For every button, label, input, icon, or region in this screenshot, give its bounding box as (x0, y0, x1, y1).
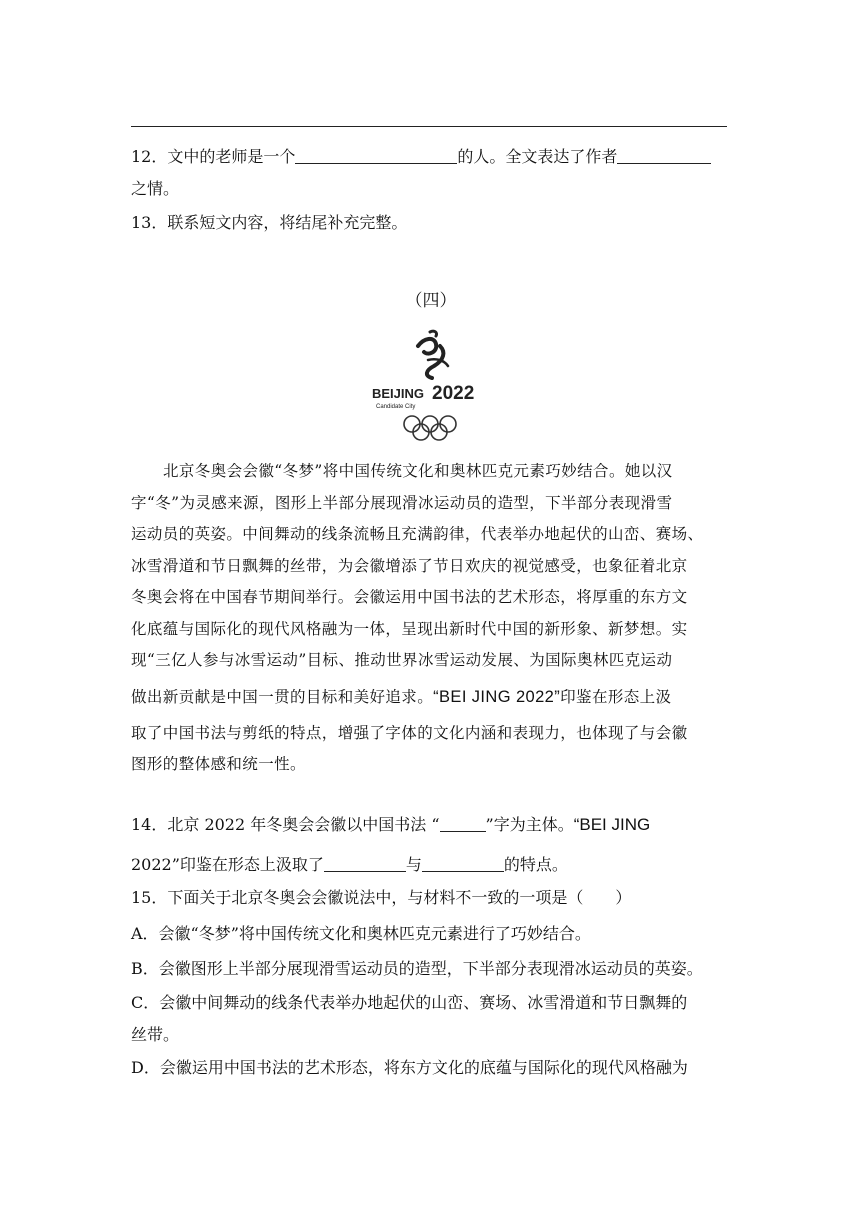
passage-line: 北京冬奥会会徽“冬梦”将中国传统文化和奥林匹克元素巧妙结合。她以汉 (163, 462, 673, 480)
q14-quote: “ (431, 815, 440, 834)
q12-middle: 的人。全文表达了作者 (457, 147, 618, 166)
question-14-line2 (131, 854, 568, 876)
passage (131, 456, 731, 781)
passage-line: 图形的整体感和统一性。 (131, 755, 306, 773)
option-b[interactable]: B．会徽图形上半部分展现滑雪运动员的造型，下半部分表现滑冰运动员的英姿。 (131, 959, 703, 978)
beijing-2022-logo (372, 326, 484, 442)
q14-prefix: 14．北京 2022 年冬奥会会徽以中国书法 (131, 815, 432, 834)
question-12-end: 之情。 (131, 179, 180, 198)
q14-text: 的特点。 (503, 855, 568, 874)
logo-word-2022: 2022 (432, 383, 475, 404)
olympic-rings-icon (404, 416, 456, 440)
question-12 (131, 146, 711, 168)
q14-quote-end: ”字为主体。 (485, 815, 574, 834)
passage-line: 冰雪滑道和节日飘舞的丝带，为会徽增添了节日欢庆的视觉感受，也象征着北京 (131, 556, 688, 575)
passage-line: 化底蕴与国际化的现代风格融为一体，呈现出新时代中国的新形象、新梦想。实 (131, 619, 688, 638)
answer-line (131, 126, 727, 127)
passage-line: 取了中国书法与剪纸的特点，增强了字体的文化内涵和表现力，也体现了与会徽 (131, 723, 688, 742)
question-15: 15．下面关于北京冬奥会会徽说法中，与材料不一致的一项是（ ） (131, 888, 632, 907)
passage-line: 字“冬”为灵感来源，图形上半部分展现滑冰运动员的造型，下半部分表现滑雪 (131, 493, 673, 512)
passage-brand: “BEI JING 2022” (433, 687, 561, 706)
passage-text: 做出新贡献是中国一贯的目标和美好追求。 (131, 687, 434, 706)
passage-line (131, 677, 731, 718)
emblem-brush-figure (418, 331, 448, 378)
option-a[interactable]: A．会徽“冬梦”将中国传统文化和奥林匹克元素进行了巧妙结合。 (131, 924, 591, 943)
answer-blank[interactable] (617, 147, 711, 164)
q12-prefix: 12．文中的老师是一个 (131, 147, 296, 166)
option-d[interactable]: D．会徽运用中国书法的艺术形态，将东方文化的底蕴与国际化的现代风格融为 (131, 1058, 688, 1077)
question-13: 13．联系短文内容，将结尾补充完整。 (131, 213, 408, 232)
section-title: （四） (405, 291, 457, 311)
answer-blank[interactable] (422, 855, 504, 872)
passage-line: 冬奥会将在中国春节期间举行。会徽运用中国书法的艺术形态，将厚重的东方文 (131, 588, 688, 606)
answer-blank[interactable] (295, 147, 457, 164)
option-c[interactable]: C．会徽中间舞动的线条代表举办地起伏的山峦、赛场、冰雪滑道和节日飘舞的 (131, 993, 688, 1012)
logo-subtitle: Candidate City (376, 404, 416, 410)
question-14 (131, 814, 650, 836)
passage-line: 现“三亿人参与冰雪运动”目标、推动世界冰雪运动发展、为国际奥林匹克运动 (131, 651, 673, 669)
q14-text: 与 (405, 855, 422, 874)
answer-blank[interactable] (440, 815, 486, 832)
q14-brand: “BEI JING (573, 815, 651, 834)
logo-word-beijing: BEIJING (372, 386, 425, 401)
passage-line: 运动员的英姿。中间舞动的线条流畅且充满韵律，代表举办地起伏的山峦、赛场、 (131, 525, 704, 543)
q14-text: 2022”印鉴在形态上汲取了 (131, 855, 324, 874)
option-c-cont: 丝带。 (131, 1025, 180, 1044)
passage-text: 印鉴在形态上汲 (560, 687, 672, 706)
answer-blank[interactable] (324, 855, 406, 872)
